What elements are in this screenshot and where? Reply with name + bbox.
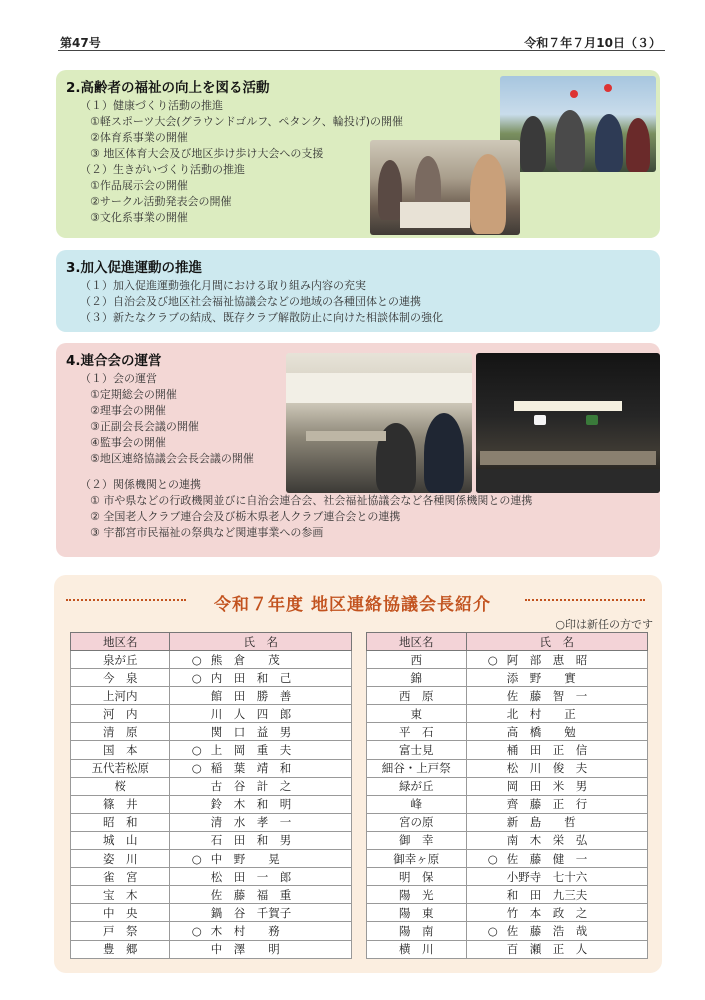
welfare-line: ③文化系事業の開催 [90,211,188,224]
table-row [367,759,648,777]
membership-line: （２）自治会及び地区社会福祉協議会などの地域の各種団体との連携 [80,295,421,308]
area-cell: 桜 [71,777,170,795]
membership-line: （３）新たなクラブの結成、既存クラブ解散防止に向けた相談体制の強化 [80,311,443,324]
chairperson-name: 石 田 和 男 [210,833,292,848]
welfare-line: （１）健康づくり活動の推進 [80,99,223,112]
name-cell [170,904,352,922]
new-member-mark: ○ [487,652,498,667]
name-cell [170,922,352,940]
chairperson-name: 稲 葉 靖 和 [210,761,292,776]
name-cell [170,850,352,868]
welfare-line: ①軽スポーツ大会(グラウンドゴルフ、ペタンク、輪投げ)の開催 [90,115,404,128]
chairperson-name: 阿 部 恵 昭 [506,652,588,667]
table-row [367,940,648,958]
table-row [367,886,648,904]
chairperson-name: 内 田 和 己 [210,670,292,685]
area-cell: 中 央 [71,904,170,922]
name-cell [466,813,647,831]
table-row [71,795,352,813]
chairperson-name: 小野寺 七十六 [506,869,588,884]
chairperson-name: 新 島 哲 [506,815,576,830]
area-cell: 緑が丘 [367,777,467,795]
table-row [71,723,352,741]
section-membership-title: 3.加入促進運動の推進 [66,260,203,276]
name-cell [170,651,352,669]
operation-line: ③ 宇都宮市民福祉の祭典など関連事業への参画 [90,526,324,539]
table-row [367,904,648,922]
chairperson-name: 岡 田 米 男 [506,779,588,794]
area-cell: 宝 木 [71,886,170,904]
section-welfare-title: 2.高齢者の福祉の向上を図る活動 [66,80,270,96]
chairperson-name: 松 田 一 郎 [210,869,292,884]
operation-line: ③正副会長会議の開催 [90,420,199,433]
area-cell: 横 川 [367,940,467,958]
name-cell [170,777,352,795]
area-cell: 東 [367,705,467,723]
name-cell [466,868,647,886]
table-row [71,886,352,904]
table-row [367,705,648,723]
table-row [367,741,648,759]
name-cell [466,831,647,849]
table-row [71,705,352,723]
table-row [367,777,648,795]
operation-line: （２）関係機関との連携 [80,478,201,491]
section-operation-title: 4.連合会の運営 [66,353,162,369]
name-cell [466,886,647,904]
area-cell: 宮の原 [367,813,467,831]
area-cell: 泉が丘 [71,651,170,669]
new-member-mark: ○ [191,670,202,685]
table-row [367,795,648,813]
chairperson-name: 和 田 九三夫 [506,887,588,902]
area-cell: 陽 東 [367,904,467,922]
issue-date: 令和７年７月10日（３） [524,36,661,50]
name-cell [466,795,647,813]
table-row [367,868,648,886]
name-cell [466,759,647,777]
chairperson-name: 添 野 實 [506,670,576,685]
table-row [367,813,648,831]
name-cell [170,886,352,904]
chairperson-name: 北 村 正 [506,706,576,721]
table-row [71,777,352,795]
new-member-note: ○印は新任の方です [555,618,653,631]
name-cell [170,705,352,723]
welfare-line: ②サークル活動発表会の開催 [90,195,232,208]
operation-line: （１）会の運営 [80,372,157,385]
area-cell: 国 本 [71,741,170,759]
welfare-line: （２）生きがいづくり活動の推進 [80,163,245,176]
operation-line: ① 市や県などの行政機関並びに自治会連合会、社会福祉協議会など各種関係機関との連携 [90,494,533,507]
table-row [367,922,648,940]
area-cell: 御 幸 [367,831,467,849]
area-cell: 御幸ヶ原 [367,850,467,868]
chairperson-name: 古 谷 計 之 [210,779,292,794]
area-cell: 平 石 [367,723,467,741]
table-row [71,868,352,886]
chairperson-name: 松 川 俊 夫 [506,761,588,776]
table-row [367,850,648,868]
chairperson-table-right [366,632,648,959]
chairperson-name: 熊 倉 茂 [210,652,280,667]
name-cell [466,705,647,723]
chairperson-name: 上 岡 重 夫 [210,743,292,758]
new-member-mark: ○ [487,851,498,866]
welfare-line: ②体育系事業の開催 [90,131,188,144]
section-membership [56,250,660,332]
area-cell: 姿 川 [71,850,170,868]
area-cell: 戸 祭 [71,922,170,940]
area-cell: 錦 [367,669,467,687]
name-cell [170,940,352,958]
table-row [71,813,352,831]
name-cell [170,759,352,777]
new-member-mark: ○ [191,923,202,938]
area-cell: 河 内 [71,705,170,723]
table-row [71,759,352,777]
name-cell [170,813,352,831]
area-cell: 昭 和 [71,813,170,831]
welfare-line: ③ 地区体育大会及び地区歩け歩け大会への支援 [90,147,324,160]
column-header-area: 地区名 [71,633,170,651]
new-member-mark: ○ [191,652,202,667]
name-cell [466,669,647,687]
chairperson-name: 鈴 木 和 明 [210,797,292,812]
table-row [71,687,352,705]
operation-line: ②理事会の開催 [90,404,166,417]
area-cell: 西 [367,651,467,669]
new-member-mark: ○ [191,743,202,758]
area-cell: 陽 光 [367,886,467,904]
name-cell [466,651,647,669]
name-cell [466,777,647,795]
new-member-mark: ○ [191,851,202,866]
name-cell [466,723,647,741]
operation-line: ⑤地区連絡協議会会長会議の開催 [90,452,254,465]
table-row [71,922,352,940]
name-cell [170,831,352,849]
area-cell: 今 泉 [71,669,170,687]
sports-event-photo [500,76,656,172]
chairperson-name: 竹 本 政 之 [506,905,588,920]
operation-line: ④監事会の開催 [90,436,166,449]
area-cell: 豊 郷 [71,940,170,958]
area-cell: 細谷・上戸祭 [367,759,467,777]
meeting-room-photo [286,353,472,493]
general-assembly-photo [476,353,660,493]
chairperson-name: 佐 藤 福 重 [210,887,292,902]
table-row [367,687,648,705]
new-member-mark: ○ [487,923,498,938]
name-cell [170,868,352,886]
table-row [71,850,352,868]
table-row [71,831,352,849]
area-cell: 富士見 [367,741,467,759]
name-cell [170,669,352,687]
operation-line: ② 全国老人クラブ連合会及び栃木県老人クラブ連合会との連携 [90,510,401,523]
name-cell [466,687,647,705]
chairperson-name: 関 口 益 男 [210,724,292,739]
craft-activity-photo [370,140,520,235]
area-cell: 陽 南 [367,922,467,940]
name-cell [170,795,352,813]
table-row [367,669,648,687]
chairperson-name: 木 村 務 [210,923,280,938]
operation-line: ①定期総会の開催 [90,388,177,401]
name-cell [466,922,647,940]
chairperson-name: 中 野 晃 [210,851,280,866]
chairperson-name: 佐 藤 健 一 [506,851,588,866]
chairperson-name: 佐 藤 智 一 [506,688,588,703]
table-row [71,940,352,958]
table-row [367,723,648,741]
column-header-name: 氏 名 [466,633,647,651]
chairperson-name: 高 橋 勉 [506,724,576,739]
table-row [367,831,648,849]
area-cell: 雀 宮 [71,868,170,886]
table-row [71,651,352,669]
chairperson-name: 館 田 勝 善 [210,688,292,703]
header-divider [58,50,665,51]
area-cell: 明 保 [367,868,467,886]
name-cell [466,904,647,922]
area-cell: 峰 [367,795,467,813]
name-cell [466,741,647,759]
chairperson-name: 桶 田 正 信 [506,743,588,758]
table-row [367,651,648,669]
name-cell [466,940,647,958]
new-member-mark: ○ [191,761,202,776]
name-cell [170,741,352,759]
chairperson-name: 齊 藤 正 行 [506,797,588,812]
area-cell: 西 原 [367,687,467,705]
table-row [71,669,352,687]
membership-line: （１）加入促進運動強化月間における取り組み内容の充実 [80,279,366,292]
chairperson-name: 百 瀬 正 人 [506,942,588,957]
chairperson-name: 清 水 孝 一 [210,815,292,830]
chairperson-name: 中 澤 明 [210,942,280,957]
chairperson-name: 佐 藤 浩 哉 [506,923,588,938]
welfare-line: ①作品展示会の開催 [90,179,188,192]
chairperson-name: 川 人 四 郎 [210,706,292,721]
table-row [71,904,352,922]
table-row [71,741,352,759]
column-header-area: 地区名 [367,633,467,651]
chairperson-name: 南 木 栄 弘 [506,833,588,848]
intro-title: 令和７年度 地区連絡協議会長紹介 [214,595,491,615]
chairperson-table-left [70,632,352,959]
area-cell: 篠 井 [71,795,170,813]
name-cell [170,723,352,741]
area-cell: 城 山 [71,831,170,849]
area-cell: 上河内 [71,687,170,705]
column-header-name: 氏 名 [170,633,352,651]
name-cell [466,850,647,868]
issue-number: 第47号 [60,36,101,50]
area-cell: 五代若松原 [71,759,170,777]
area-cell: 清 原 [71,723,170,741]
name-cell [170,687,352,705]
chairperson-name: 鍋 谷 千賀子 [210,905,292,920]
